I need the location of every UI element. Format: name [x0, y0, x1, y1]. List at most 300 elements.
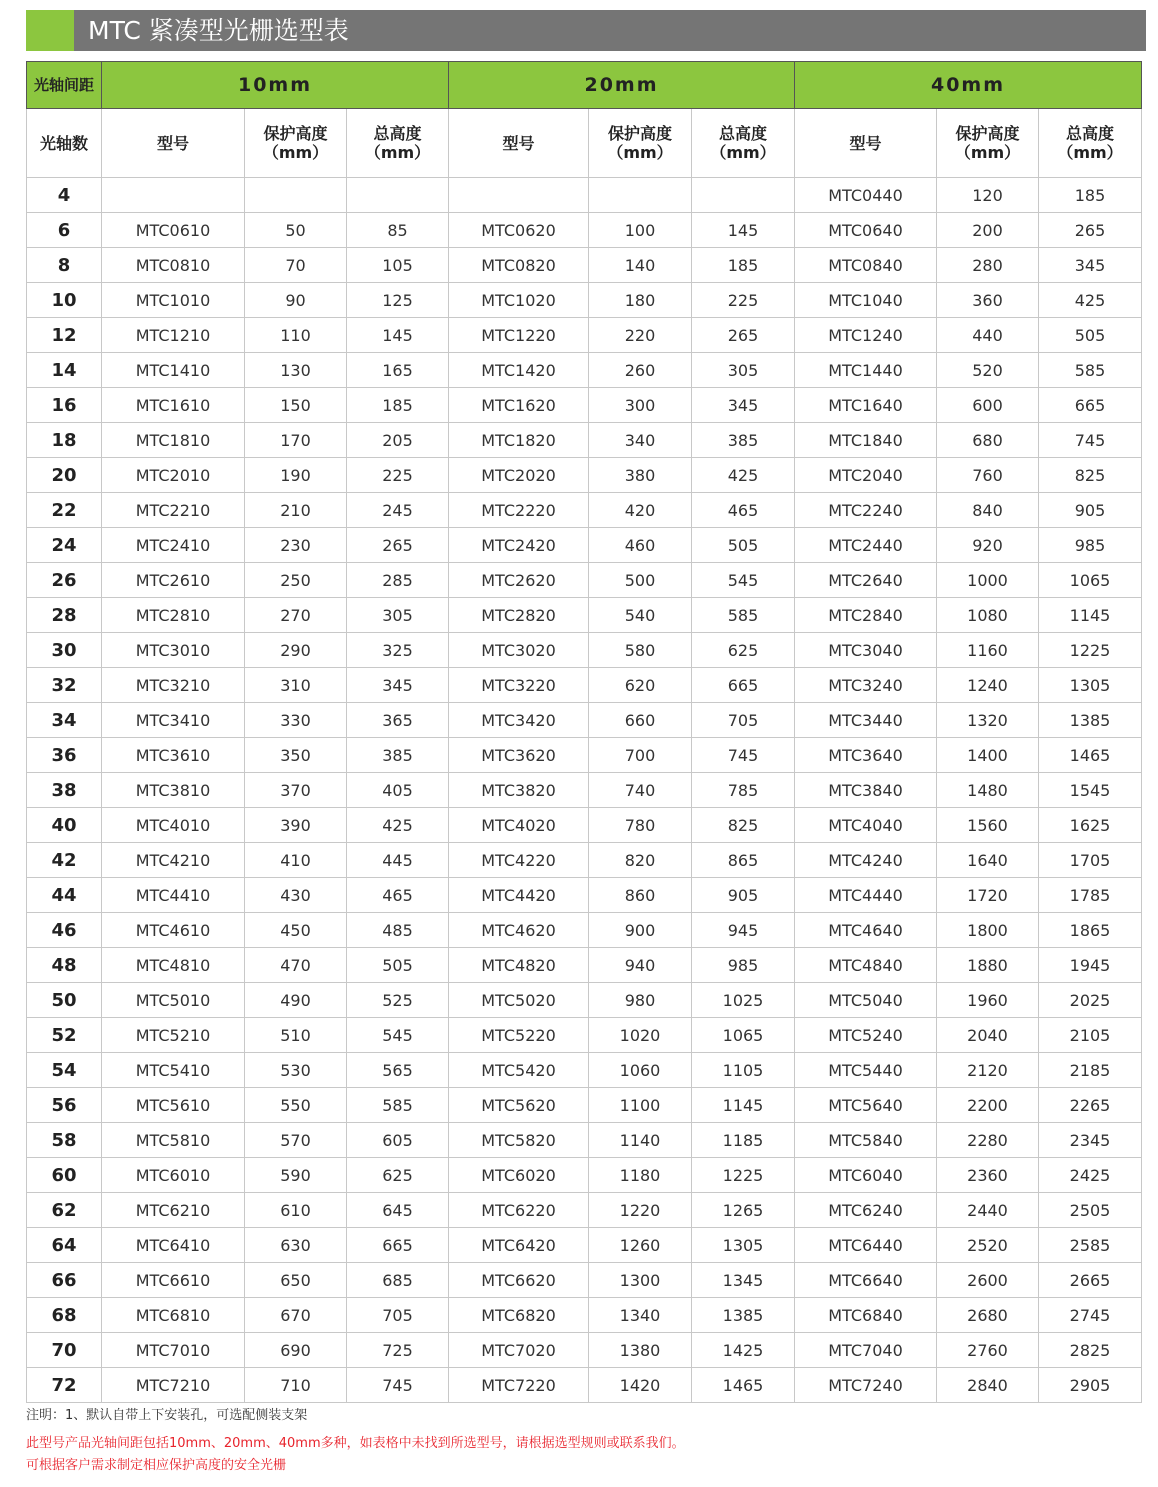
- table-row: [27, 913, 1142, 948]
- total-height-cell: 1145: [1039, 598, 1142, 633]
- total-height-cell: 385: [347, 738, 449, 773]
- total-height-cell: 125: [347, 283, 449, 318]
- model-cell: MTC3810: [102, 773, 245, 808]
- total-height-cell: 745: [692, 738, 795, 773]
- total-height-cell: 585: [692, 598, 795, 633]
- total-height-cell: 2825: [1039, 1333, 1142, 1368]
- model-cell: MTC3440: [795, 703, 937, 738]
- table-row: [27, 178, 1142, 213]
- protect-height-cell: 310: [245, 668, 347, 703]
- axis-count-cell: 20: [27, 458, 102, 493]
- model-cell: MTC2010: [102, 458, 245, 493]
- protect-height-cell: 590: [245, 1158, 347, 1193]
- protect-height-cell: 1320: [937, 703, 1039, 738]
- protect-height-cell: 490: [245, 983, 347, 1018]
- protect-height-cell: 1420: [589, 1368, 692, 1403]
- total-height-cell: 2665: [1039, 1263, 1142, 1298]
- total-height-cell: 1545: [1039, 773, 1142, 808]
- protect-height-cell: 290: [245, 633, 347, 668]
- protect-height-cell: 70: [245, 248, 347, 283]
- axis-count-cell: 46: [27, 913, 102, 948]
- model-cell: MTC3020: [449, 633, 589, 668]
- total-height-cell: 145: [692, 213, 795, 248]
- total-height-cell: 705: [692, 703, 795, 738]
- total-height-cell: 505: [1039, 318, 1142, 353]
- protect-height-cell: 440: [937, 318, 1039, 353]
- model-header: 型号: [102, 109, 245, 178]
- total-height-cell: 1145: [692, 1088, 795, 1123]
- total-height-cell: 725: [347, 1333, 449, 1368]
- model-header: 型号: [449, 109, 589, 178]
- model-cell: MTC6810: [102, 1298, 245, 1333]
- axis-count-cell: 58: [27, 1123, 102, 1158]
- total-height-cell: 645: [347, 1193, 449, 1228]
- model-cell: MTC0620: [449, 213, 589, 248]
- model-cell: MTC6020: [449, 1158, 589, 1193]
- protect-height-cell: 130: [245, 353, 347, 388]
- total-height-cell: 445: [347, 843, 449, 878]
- protect-height-cell: 1880: [937, 948, 1039, 983]
- model-cell: MTC4440: [795, 878, 937, 913]
- protect-height-cell: 550: [245, 1088, 347, 1123]
- protect-height-cell: 2440: [937, 1193, 1039, 1228]
- axis-count-cell: 36: [27, 738, 102, 773]
- axis-count-cell: 40: [27, 808, 102, 843]
- model-cell: MTC6040: [795, 1158, 937, 1193]
- protect-height-cell: 1800: [937, 913, 1039, 948]
- total-height-cell: 2345: [1039, 1123, 1142, 1158]
- total-height-cell: 865: [692, 843, 795, 878]
- model-cell: MTC2620: [449, 563, 589, 598]
- table-row: [27, 1193, 1142, 1228]
- table-row: [27, 983, 1142, 1018]
- total-height-cell: 2425: [1039, 1158, 1142, 1193]
- model-cell: MTC3240: [795, 668, 937, 703]
- model-cell: MTC3640: [795, 738, 937, 773]
- total-height-cell: 285: [347, 563, 449, 598]
- total-height-cell: 425: [1039, 283, 1142, 318]
- model-cell: MTC6840: [795, 1298, 937, 1333]
- protect-height-cell: 2040: [937, 1018, 1039, 1053]
- total-height-cell: 1025: [692, 983, 795, 1018]
- model-cell: MTC1240: [795, 318, 937, 353]
- model-cell: MTC4620: [449, 913, 589, 948]
- protect-height-cell: 460: [589, 528, 692, 563]
- model-cell: MTC1810: [102, 423, 245, 458]
- model-cell: MTC3420: [449, 703, 589, 738]
- model-cell: MTC5610: [102, 1088, 245, 1123]
- protect-height-cell: 380: [589, 458, 692, 493]
- protect-height-cell: 1720: [937, 878, 1039, 913]
- table-row: [27, 493, 1142, 528]
- model-cell: MTC4210: [102, 843, 245, 878]
- protect-height-cell: 630: [245, 1228, 347, 1263]
- axis-count-cell: 44: [27, 878, 102, 913]
- model-cell: MTC7020: [449, 1333, 589, 1368]
- model-cell: MTC2240: [795, 493, 937, 528]
- protect-height-cell: 660: [589, 703, 692, 738]
- protect-height-cell: 610: [245, 1193, 347, 1228]
- protect-height-cell: 110: [245, 318, 347, 353]
- table-row: [27, 283, 1142, 318]
- model-cell: MTC5440: [795, 1053, 937, 1088]
- total-height-cell: 545: [692, 563, 795, 598]
- model-cell: MTC6640: [795, 1263, 937, 1298]
- total-height-cell: 2265: [1039, 1088, 1142, 1123]
- table-row: [27, 248, 1142, 283]
- note-spacing-options: 此型号产品光轴间距包括10mm、20mm、40mm多种，如表格中未找到所选型号，请根据选型规则或联系我们。: [26, 1436, 685, 1451]
- protect-height-cell: 360: [937, 283, 1039, 318]
- total-height-cell: 585: [347, 1088, 449, 1123]
- protect-height-cell: 650: [245, 1263, 347, 1298]
- model-cell: MTC4040: [795, 808, 937, 843]
- total-height-cell: 245: [347, 493, 449, 528]
- total-height-cell: 785: [692, 773, 795, 808]
- protect-height-cell: 760: [937, 458, 1039, 493]
- protect-height-cell: 670: [245, 1298, 347, 1333]
- model-header: 型号: [795, 109, 937, 178]
- table-row: [27, 668, 1142, 703]
- axis-count-cell: 54: [27, 1053, 102, 1088]
- model-cell: MTC4240: [795, 843, 937, 878]
- axis-count-cell: 6: [27, 213, 102, 248]
- table-row: [27, 1088, 1142, 1123]
- protect-height-cell: 540: [589, 598, 692, 633]
- model-cell: MTC1220: [449, 318, 589, 353]
- axis-count-cell: 48: [27, 948, 102, 983]
- protect-height-cell: 820: [589, 843, 692, 878]
- total-height-cell: 2505: [1039, 1193, 1142, 1228]
- protect-height-cell: 370: [245, 773, 347, 808]
- protect-height-cell: 500: [589, 563, 692, 598]
- protect-height-cell: 680: [937, 423, 1039, 458]
- group-20mm-header: 20mm: [449, 62, 795, 109]
- protect-height-cell: 100: [589, 213, 692, 248]
- total-height-cell: 565: [347, 1053, 449, 1088]
- total-height-cell: 265: [1039, 213, 1142, 248]
- spacing-header: 光轴间距: [27, 62, 102, 109]
- total-height-cell: 605: [347, 1123, 449, 1158]
- total-height-cell: 1265: [692, 1193, 795, 1228]
- model-cell: MTC4020: [449, 808, 589, 843]
- total-height-cell: 205: [347, 423, 449, 458]
- model-cell: MTC5620: [449, 1088, 589, 1123]
- protect-height-cell: 390: [245, 808, 347, 843]
- protect-height-cell: 1300: [589, 1263, 692, 1298]
- model-cell: MTC3010: [102, 633, 245, 668]
- total-height-cell: 265: [347, 528, 449, 563]
- total-height-cell: 305: [347, 598, 449, 633]
- total-height-cell: 345: [692, 388, 795, 423]
- protect-height-cell: 230: [245, 528, 347, 563]
- total-height-cell: 665: [347, 1228, 449, 1263]
- total-height-cell: 905: [692, 878, 795, 913]
- axis-count-cell: 38: [27, 773, 102, 808]
- note-custom-height: 可根据客户需求制定相应保护高度的安全光栅: [26, 1458, 287, 1473]
- total-height-cell: 2585: [1039, 1228, 1142, 1263]
- model-cell: MTC3610: [102, 738, 245, 773]
- model-cell: MTC4610: [102, 913, 245, 948]
- model-cell: MTC7210: [102, 1368, 245, 1403]
- protect-height-cell: 2200: [937, 1088, 1039, 1123]
- model-cell: MTC3820: [449, 773, 589, 808]
- total-height-cell: 525: [347, 983, 449, 1018]
- total-height-cell: 685: [347, 1263, 449, 1298]
- axis-count-cell: 22: [27, 493, 102, 528]
- total-height-header: 总高度（mm）: [347, 109, 449, 178]
- model-cell: MTC5820: [449, 1123, 589, 1158]
- protect-height-cell: 350: [245, 738, 347, 773]
- table-row: [27, 773, 1142, 808]
- axis-count-cell: 34: [27, 703, 102, 738]
- total-height-cell: 625: [347, 1158, 449, 1193]
- model-cell: MTC2040: [795, 458, 937, 493]
- protect-height-cell: 270: [245, 598, 347, 633]
- axis-count-cell: 66: [27, 1263, 102, 1298]
- model-cell: MTC6610: [102, 1263, 245, 1298]
- table-row: [27, 563, 1142, 598]
- total-height-cell: 1065: [692, 1018, 795, 1053]
- table-row: [27, 353, 1142, 388]
- total-height-cell: 325: [347, 633, 449, 668]
- model-cell: MTC6220: [449, 1193, 589, 1228]
- table-row: [27, 1018, 1142, 1053]
- protect-height-cell: 300: [589, 388, 692, 423]
- protect-height-cell: 330: [245, 703, 347, 738]
- model-cell: MTC2220: [449, 493, 589, 528]
- model-cell: MTC5410: [102, 1053, 245, 1088]
- total-height-cell: 905: [1039, 493, 1142, 528]
- total-height-cell: 425: [692, 458, 795, 493]
- total-height-cell: 265: [692, 318, 795, 353]
- table-row: [27, 598, 1142, 633]
- protect-height-cell: 690: [245, 1333, 347, 1368]
- protect-height-cell: 120: [937, 178, 1039, 213]
- total-height-cell: 2185: [1039, 1053, 1142, 1088]
- protect-height-cell: 1180: [589, 1158, 692, 1193]
- model-cell: MTC7220: [449, 1368, 589, 1403]
- total-height-cell: 2745: [1039, 1298, 1142, 1333]
- protect-height-cell: 1020: [589, 1018, 692, 1053]
- table-row: [27, 1368, 1142, 1403]
- axis-count-cell: 4: [27, 178, 102, 213]
- axis-count-cell: 24: [27, 528, 102, 563]
- axis-count-cell: 50: [27, 983, 102, 1018]
- total-height-cell: 1225: [1039, 633, 1142, 668]
- total-height-cell: 1785: [1039, 878, 1142, 913]
- axis-count-cell: 70: [27, 1333, 102, 1368]
- table-row: [27, 318, 1142, 353]
- total-height-cell: 465: [692, 493, 795, 528]
- model-cell: MTC2820: [449, 598, 589, 633]
- total-height-cell: 85: [347, 213, 449, 248]
- model-cell: MTC7040: [795, 1333, 937, 1368]
- protect-height-cell: 2280: [937, 1123, 1039, 1158]
- protect-height-cell: 700: [589, 738, 692, 773]
- protect-height-header: 保护高度（mm）: [589, 109, 692, 178]
- total-height-cell: 1305: [1039, 668, 1142, 703]
- protect-height-cell: 840: [937, 493, 1039, 528]
- total-height-cell: 745: [1039, 423, 1142, 458]
- total-height-cell: 465: [347, 878, 449, 913]
- table-row: [27, 808, 1142, 843]
- protect-height-cell: 430: [245, 878, 347, 913]
- model-cell: MTC0640: [795, 213, 937, 248]
- model-cell: MTC5210: [102, 1018, 245, 1053]
- protect-height-cell: 1140: [589, 1123, 692, 1158]
- selection-table: [26, 61, 1142, 1403]
- protect-height-cell: 2680: [937, 1298, 1039, 1333]
- model-cell: [449, 178, 589, 213]
- axis-count-cell: 10: [27, 283, 102, 318]
- protect-height-cell: 710: [245, 1368, 347, 1403]
- model-cell: MTC1210: [102, 318, 245, 353]
- protect-height-cell: 250: [245, 563, 347, 598]
- protect-height-cell: 620: [589, 668, 692, 703]
- total-height-cell: 185: [692, 248, 795, 283]
- protect-height-cell: 1220: [589, 1193, 692, 1228]
- protect-height-cell: 1400: [937, 738, 1039, 773]
- table-row: [27, 1298, 1142, 1333]
- table-row: [27, 1053, 1142, 1088]
- protect-height-cell: 520: [937, 353, 1039, 388]
- model-cell: MTC7010: [102, 1333, 245, 1368]
- total-height-cell: 225: [692, 283, 795, 318]
- model-cell: [102, 178, 245, 213]
- protect-height-cell: 2600: [937, 1263, 1039, 1298]
- note-mounting: 注明：1、默认自带上下安装孔，可选配侧装支架: [26, 1408, 308, 1423]
- model-cell: MTC1820: [449, 423, 589, 458]
- total-height-cell: 1345: [692, 1263, 795, 1298]
- total-height-cell: 385: [692, 423, 795, 458]
- table-body: [27, 178, 1142, 1403]
- total-height-cell: 185: [347, 388, 449, 423]
- model-cell: MTC5010: [102, 983, 245, 1018]
- model-cell: MTC6210: [102, 1193, 245, 1228]
- total-height-cell: 1865: [1039, 913, 1142, 948]
- protect-height-cell: 1160: [937, 633, 1039, 668]
- total-height-cell: 825: [1039, 458, 1142, 493]
- protect-height-cell: 600: [937, 388, 1039, 423]
- model-cell: MTC6410: [102, 1228, 245, 1263]
- total-height-cell: 985: [692, 948, 795, 983]
- protect-height-cell: 170: [245, 423, 347, 458]
- model-cell: MTC5020: [449, 983, 589, 1018]
- total-height-cell: 505: [347, 948, 449, 983]
- model-cell: MTC4840: [795, 948, 937, 983]
- model-cell: MTC6620: [449, 1263, 589, 1298]
- model-cell: MTC6240: [795, 1193, 937, 1228]
- protect-height-cell: 1100: [589, 1088, 692, 1123]
- total-height-cell: 545: [347, 1018, 449, 1053]
- axis-count-cell: 18: [27, 423, 102, 458]
- total-height-cell: 345: [1039, 248, 1142, 283]
- total-height-cell: 745: [347, 1368, 449, 1403]
- axis-count-cell: 68: [27, 1298, 102, 1333]
- total-height-cell: 365: [347, 703, 449, 738]
- total-height-cell: 985: [1039, 528, 1142, 563]
- group-10mm-header: 10mm: [102, 62, 449, 109]
- protect-height-cell: 140: [589, 248, 692, 283]
- total-height-cell: 2905: [1039, 1368, 1142, 1403]
- total-height-header: 总高度（mm）: [1039, 109, 1142, 178]
- table-row: [27, 878, 1142, 913]
- axis-count-cell: 26: [27, 563, 102, 598]
- model-cell: MTC4810: [102, 948, 245, 983]
- total-height-cell: 165: [347, 353, 449, 388]
- protect-height-cell: 2760: [937, 1333, 1039, 1368]
- protect-height-cell: 150: [245, 388, 347, 423]
- table-row: [27, 703, 1142, 738]
- total-height-cell: 825: [692, 808, 795, 843]
- total-height-cell: 185: [1039, 178, 1142, 213]
- total-height-cell: 2025: [1039, 983, 1142, 1018]
- model-cell: MTC2420: [449, 528, 589, 563]
- protect-height-cell: 50: [245, 213, 347, 248]
- axis-count-cell: 14: [27, 353, 102, 388]
- protect-height-cell: 450: [245, 913, 347, 948]
- model-cell: MTC3040: [795, 633, 937, 668]
- total-height-cell: 485: [347, 913, 449, 948]
- protect-height-cell: 420: [589, 493, 692, 528]
- protect-height-cell: 1960: [937, 983, 1039, 1018]
- model-cell: MTC1640: [795, 388, 937, 423]
- table-row: [27, 213, 1142, 248]
- axes-header: 光轴数: [27, 109, 102, 178]
- axis-count-cell: 32: [27, 668, 102, 703]
- model-cell: MTC4820: [449, 948, 589, 983]
- protect-height-cell: 210: [245, 493, 347, 528]
- protect-height-cell: 740: [589, 773, 692, 808]
- total-height-cell: 425: [347, 808, 449, 843]
- model-cell: MTC1020: [449, 283, 589, 318]
- model-cell: MTC4420: [449, 878, 589, 913]
- protect-height-cell: 1560: [937, 808, 1039, 843]
- model-cell: MTC2210: [102, 493, 245, 528]
- model-cell: MTC3840: [795, 773, 937, 808]
- model-cell: MTC5220: [449, 1018, 589, 1053]
- table-row: [27, 1228, 1142, 1263]
- protect-height-cell: 2120: [937, 1053, 1039, 1088]
- table-row: [27, 458, 1142, 493]
- model-cell: MTC2610: [102, 563, 245, 598]
- model-cell: MTC4010: [102, 808, 245, 843]
- total-height-cell: [692, 178, 795, 213]
- total-height-cell: 505: [692, 528, 795, 563]
- total-height-cell: 1065: [1039, 563, 1142, 598]
- total-height-cell: 1425: [692, 1333, 795, 1368]
- table-row: [27, 1333, 1142, 1368]
- group-header-row: [27, 62, 1142, 109]
- protect-height-cell: 920: [937, 528, 1039, 563]
- model-cell: MTC0440: [795, 178, 937, 213]
- protect-height-cell: 340: [589, 423, 692, 458]
- axis-count-cell: 30: [27, 633, 102, 668]
- protect-height-cell: 2520: [937, 1228, 1039, 1263]
- protect-height-cell: 220: [589, 318, 692, 353]
- model-cell: MTC6440: [795, 1228, 937, 1263]
- total-height-cell: 1385: [692, 1298, 795, 1333]
- protect-height-cell: 1340: [589, 1298, 692, 1333]
- total-height-cell: 1465: [692, 1368, 795, 1403]
- total-height-cell: 405: [347, 773, 449, 808]
- protect-height-cell: 2840: [937, 1368, 1039, 1403]
- table-row: [27, 388, 1142, 423]
- total-height-cell: 665: [1039, 388, 1142, 423]
- model-cell: MTC4220: [449, 843, 589, 878]
- model-cell: MTC1840: [795, 423, 937, 458]
- total-height-cell: 1385: [1039, 703, 1142, 738]
